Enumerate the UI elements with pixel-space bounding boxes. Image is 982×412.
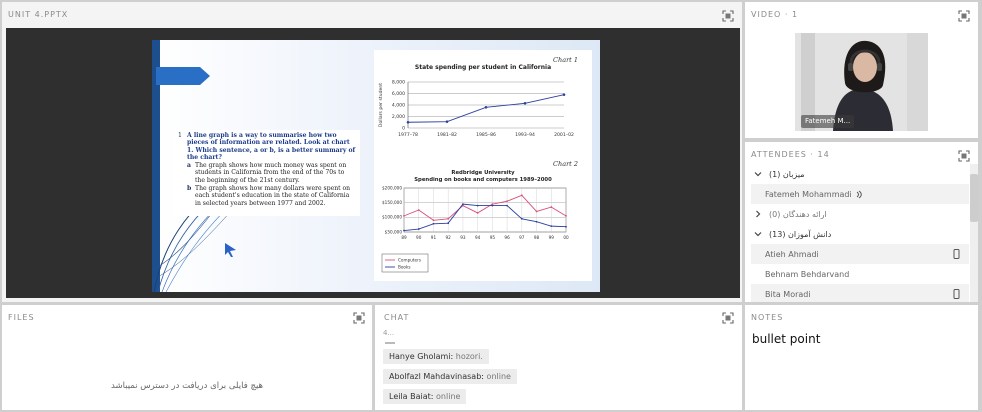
attendee-group-students[interactable] bbox=[751, 224, 969, 244]
chart2-xtick: 95 bbox=[489, 235, 496, 240]
chart2-xtick: 97 bbox=[519, 235, 525, 240]
option-b bbox=[178, 185, 356, 207]
speaker-icon bbox=[856, 190, 864, 199]
chart1-point bbox=[407, 121, 410, 124]
chat-message: Hanye Gholami: hozori. bbox=[383, 349, 489, 364]
chevron-right-icon bbox=[753, 209, 763, 219]
chat-text: hozori. bbox=[455, 352, 483, 361]
chevron-down-icon bbox=[753, 169, 763, 179]
chart2-xtick: 90 bbox=[416, 235, 422, 240]
attendee-name: Bita Moradi bbox=[765, 289, 811, 299]
chart2-title: Redbridge University bbox=[451, 170, 515, 176]
attendee-row[interactable] bbox=[751, 264, 969, 284]
chart1-xtick: 1977–78 bbox=[398, 133, 418, 138]
chart1-point bbox=[485, 106, 488, 109]
chat-messages bbox=[383, 329, 733, 410]
chart1-xtick: 2001–02 bbox=[554, 133, 574, 138]
chart1-title: State spending per student in California bbox=[414, 64, 552, 71]
chart2-point bbox=[536, 211, 538, 213]
chart2-point bbox=[521, 194, 523, 196]
chart2-point bbox=[565, 226, 567, 228]
presentation-maximize-button[interactable] bbox=[722, 10, 734, 22]
chat-title: CHAT bbox=[384, 313, 410, 322]
files-maximize-button[interactable] bbox=[353, 312, 365, 324]
video-tile[interactable] bbox=[795, 33, 928, 131]
attendee-list bbox=[751, 164, 969, 302]
chat-panel bbox=[375, 305, 742, 410]
video-panel bbox=[745, 2, 978, 138]
mobile-device-icon bbox=[951, 289, 961, 299]
option-letter: a bbox=[187, 162, 191, 170]
attendee-group-label: میزبان (1) bbox=[769, 169, 805, 179]
chart2-caption: Chart 2 bbox=[553, 160, 578, 168]
slide-arrow-shape bbox=[156, 67, 210, 85]
chart2-point bbox=[403, 215, 405, 217]
chart1-ytick: 8,000 bbox=[391, 80, 405, 86]
option-letter: b bbox=[187, 185, 192, 193]
chart2-point bbox=[477, 212, 479, 214]
presentation-panel bbox=[2, 2, 742, 302]
chart2-legend-label: Books bbox=[398, 264, 411, 270]
chart1-ylabel: Dollars per student bbox=[379, 82, 384, 128]
chat-author: Leila Baiat bbox=[389, 392, 431, 401]
chart2-ytick: $100,000 bbox=[382, 214, 402, 220]
chart2-xtick: 98 bbox=[533, 235, 540, 240]
scrollbar-thumb[interactable] bbox=[970, 174, 978, 222]
files-panel bbox=[2, 305, 372, 410]
chart2-xtick: 93 bbox=[460, 235, 466, 240]
chart2 bbox=[374, 184, 592, 279]
maximize-icon bbox=[958, 10, 970, 22]
notes-panel bbox=[745, 305, 978, 410]
slide bbox=[152, 40, 600, 292]
chart2-ytick: $200,000 bbox=[382, 185, 402, 191]
chart2-ytick: $50,000 bbox=[384, 229, 402, 235]
option-text: The graph shows how much money was spent on students in California from the end of the 70s to the beginning of the 21st century. bbox=[195, 162, 347, 184]
chart2-point bbox=[565, 215, 567, 217]
attendee-row[interactable] bbox=[751, 284, 969, 302]
chart2-point bbox=[506, 200, 508, 202]
presentation-title: UNIT 4.PPTX bbox=[8, 10, 69, 19]
maximize-icon bbox=[722, 312, 734, 324]
chart2-point bbox=[536, 221, 538, 223]
chart2-point bbox=[418, 228, 420, 230]
chart2-point bbox=[403, 230, 405, 232]
chat-text: online bbox=[436, 392, 461, 401]
attendee-name: Behnam Behdarvand bbox=[765, 269, 850, 279]
chart2-legend-label: Computers bbox=[398, 257, 421, 263]
chevron-down-icon bbox=[753, 229, 763, 239]
maximize-icon bbox=[353, 312, 365, 324]
attendee-group-label: ارائه دهندگان (0) bbox=[769, 209, 827, 219]
chart2-ytick: $150,000 bbox=[382, 200, 402, 206]
attendee-group-hosts[interactable] bbox=[751, 164, 969, 184]
chart2-xtick: 96 bbox=[504, 235, 510, 240]
chart1-point bbox=[563, 93, 566, 96]
chart2-xtick: 92 bbox=[445, 235, 451, 240]
maximize-icon bbox=[958, 150, 970, 162]
video-title: VIDEO · 1 bbox=[751, 10, 799, 19]
chart2-point bbox=[521, 218, 523, 220]
chat-previous-line: 4... bbox=[383, 329, 395, 337]
chart-card bbox=[374, 50, 592, 281]
notes-text[interactable]: bullet point bbox=[752, 332, 821, 346]
chart2-point bbox=[550, 206, 552, 208]
option-a bbox=[178, 162, 356, 184]
attendee-group-presenters[interactable] bbox=[751, 204, 969, 224]
chart2-series-line-computers bbox=[404, 195, 566, 220]
chat-maximize-button[interactable] bbox=[722, 312, 734, 324]
question-text: A line graph is a way to summarise how two pieces of information are related. Look at chart 1. Which sentence, a or b, is a better summary of the chart? bbox=[187, 132, 356, 161]
attendees-title: ATTENDEES · 14 bbox=[751, 150, 830, 159]
attendee-name: Atieh Ahmadi bbox=[765, 249, 819, 259]
chart2-subtitle: Spending on books and computers 1989–2000 bbox=[414, 177, 552, 183]
attendee-name: Fatemeh Mohammadi bbox=[765, 189, 852, 199]
chart2-point bbox=[462, 203, 464, 205]
attendee-row[interactable] bbox=[751, 184, 969, 204]
chat-message: Leila Baiat: online bbox=[383, 389, 466, 404]
participant-name-label: Fatemeh M... bbox=[801, 115, 854, 128]
chart1-ytick: 0 bbox=[402, 126, 405, 132]
chart2-point bbox=[433, 223, 435, 225]
slide-stage bbox=[6, 28, 740, 298]
chart1-xtick: 1981–82 bbox=[437, 133, 457, 138]
slide-question-box bbox=[174, 130, 360, 216]
chat-author: Abolfazl Mahdavinasab bbox=[389, 372, 482, 381]
chart2-xtick: 94 bbox=[474, 235, 481, 240]
chart2-xtick: 89 bbox=[401, 235, 407, 240]
attendee-scrollbar[interactable] bbox=[970, 164, 978, 302]
attendees-panel bbox=[745, 142, 978, 302]
chart2-point bbox=[433, 219, 435, 221]
chart2-point bbox=[477, 205, 479, 207]
chart2-point bbox=[447, 218, 449, 220]
files-empty-message: هیچ فایلی برای دریافت در دسترس نمیباشد bbox=[111, 381, 263, 391]
chart1-point bbox=[446, 120, 449, 123]
chart2-xtick: 00 bbox=[563, 235, 569, 240]
chart2-point bbox=[447, 222, 449, 224]
chart1 bbox=[374, 76, 592, 151]
question-number: 1 bbox=[178, 132, 182, 139]
attendees-maximize-button[interactable] bbox=[958, 150, 970, 162]
chart1-ytick: 6,000 bbox=[391, 92, 405, 98]
chart1-caption: Chart 1 bbox=[553, 56, 578, 64]
maximize-icon bbox=[722, 10, 734, 22]
files-title: FILES bbox=[8, 313, 35, 322]
chart2-point bbox=[550, 225, 552, 227]
video-maximize-button[interactable] bbox=[958, 10, 970, 22]
chat-text: online bbox=[486, 372, 511, 381]
attendee-row[interactable] bbox=[751, 244, 969, 264]
chart2-xtick: 91 bbox=[430, 235, 437, 240]
chart2-point bbox=[491, 205, 493, 207]
chat-author: Hanye Gholami bbox=[389, 352, 451, 361]
chart2-point bbox=[506, 205, 508, 207]
pointer-cursor-icon bbox=[225, 243, 237, 257]
chart2-point bbox=[418, 209, 420, 211]
chat-message: Abolfazl Mahdavinasab: online bbox=[383, 369, 517, 384]
chart1-point bbox=[524, 102, 527, 105]
chart2-xtick: 99 bbox=[548, 235, 554, 240]
notes-title: NOTES bbox=[751, 313, 784, 322]
option-text: The graph shows how many dollars were spent on each student's education in the state of California in selected years between 1977 and 2002. bbox=[195, 185, 351, 207]
attendee-group-label: دانش آموزان (13) bbox=[769, 229, 832, 239]
chart1-ytick: 4,000 bbox=[391, 103, 405, 109]
chart1-xtick: 1993–94 bbox=[515, 133, 535, 138]
chart1-ytick: 2,000 bbox=[391, 115, 405, 121]
mobile-device-icon bbox=[951, 249, 961, 259]
chart1-xtick: 1985–86 bbox=[476, 133, 496, 138]
